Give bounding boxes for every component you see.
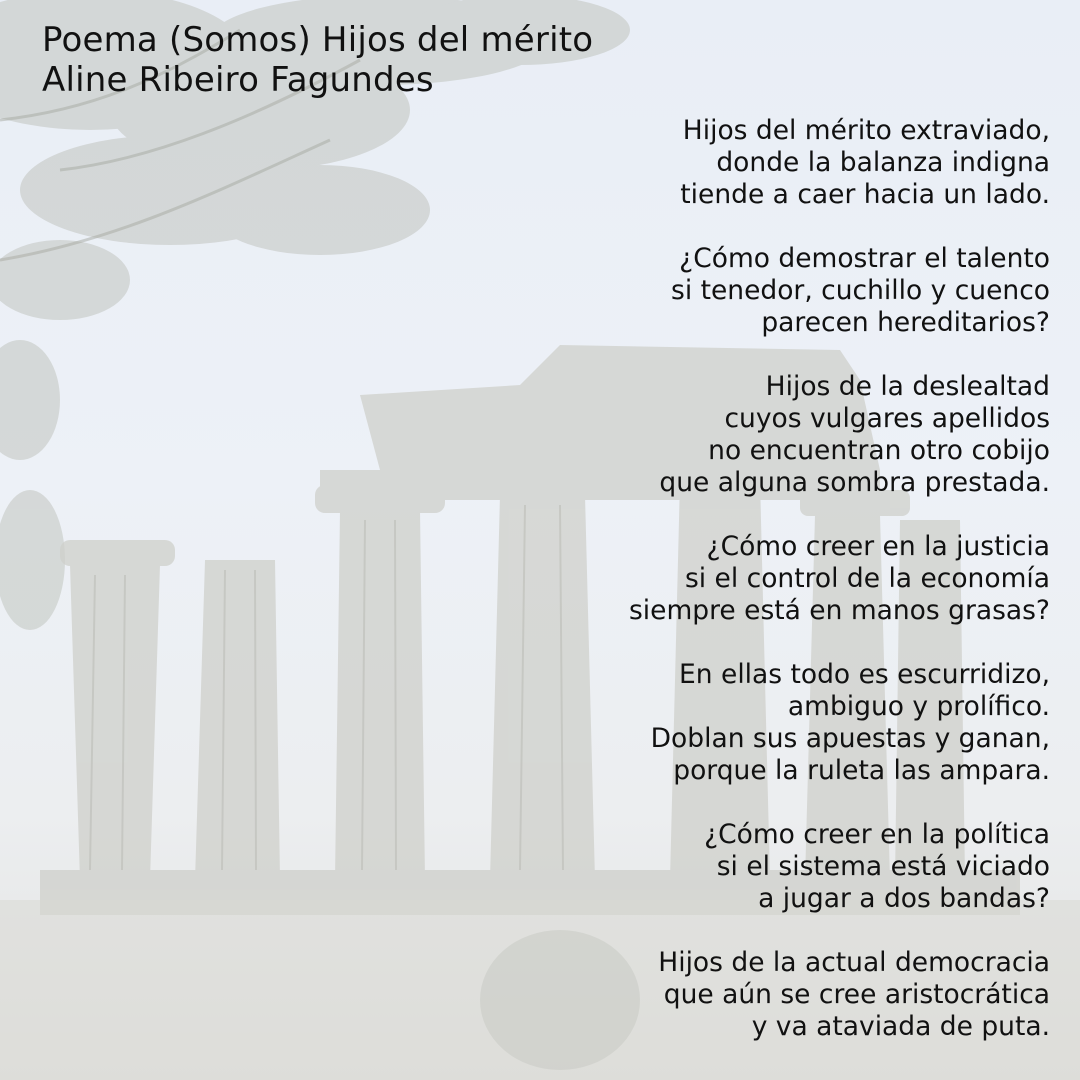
poem-stanza — [530, 531, 1050, 627]
poem-line: ¿Cómo creer en la justicia — [706, 531, 1050, 562]
poem-line: Hijos de la deslealtad — [765, 371, 1050, 402]
poem-line: si el sistema está viciado — [716, 851, 1050, 882]
poem-title — [42, 20, 593, 100]
poem-line: porque la ruleta las ampara. — [673, 755, 1050, 786]
poem-line: ¿Cómo creer en la política — [704, 819, 1050, 850]
poem-stanza — [530, 243, 1050, 339]
poem-stanza — [530, 947, 1050, 1043]
poem-line: Hijos de la actual democracia — [658, 947, 1050, 978]
poem-line: no encuentran otro cobijo — [708, 435, 1050, 466]
poem-line: a jugar a dos bandas? — [758, 883, 1050, 914]
poem-line: Hijos del mérito extraviado, — [682, 115, 1050, 146]
poem-line: tiende a caer hacia un lado. — [680, 179, 1050, 210]
poem-line: siempre está en manos grasas? — [629, 595, 1050, 626]
poem-body — [530, 115, 1050, 1075]
poem-line: cuyos vulgares apellidos — [724, 403, 1050, 434]
poem-line: Doblan sus apuestas y ganan, — [650, 723, 1050, 754]
author-name: Aline Ribeiro Fagundes — [42, 60, 434, 100]
poem-stanza — [530, 371, 1050, 499]
poem-line: ¿Cómo demostrar el talento — [679, 243, 1050, 274]
poem-line: si el control de la economía — [684, 563, 1050, 594]
poem-line: En ellas todo es escurridizo, — [679, 659, 1050, 690]
poem-stanza — [530, 659, 1050, 787]
poem-stanza — [530, 819, 1050, 915]
poem-stanza — [530, 115, 1050, 211]
poem-line: parecen hereditarios? — [761, 307, 1050, 338]
poem-line: ambiguo y prolífico. — [787, 691, 1050, 722]
poem-line: que alguna sombra prestada. — [659, 467, 1050, 498]
poem-line: si tenedor, cuchillo y cuenco — [671, 275, 1050, 306]
title-text: Poema (Somos) Hijos del mérito — [42, 20, 594, 60]
poem-line: donde la balanza indigna — [716, 147, 1050, 178]
poem-line: y va ataviada de puta. — [751, 1011, 1050, 1042]
poem-line: que aún se cree aristocrática — [663, 979, 1050, 1010]
